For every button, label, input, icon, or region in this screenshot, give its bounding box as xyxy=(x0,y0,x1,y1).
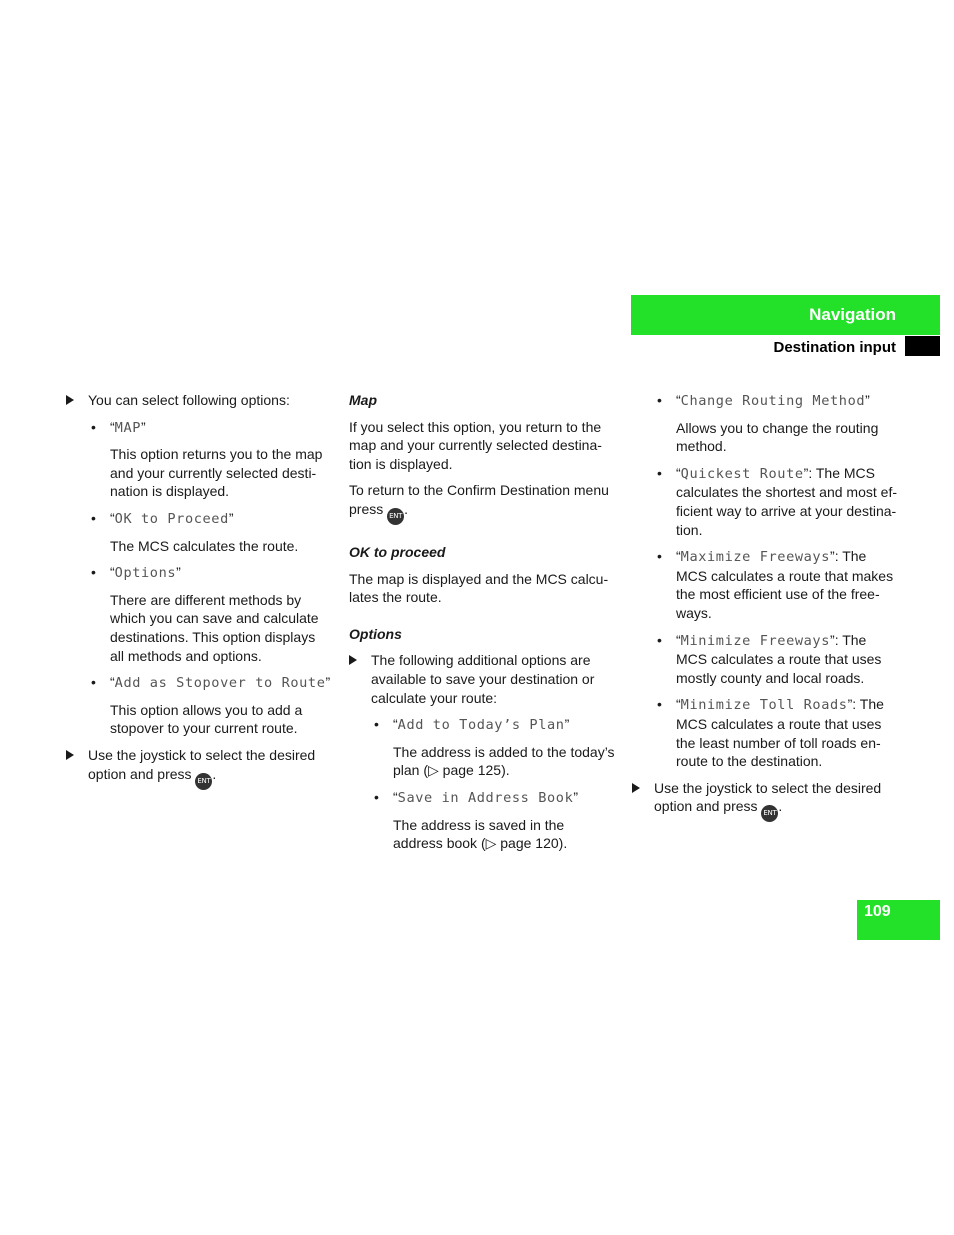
paragraph: The map is displayed and the MCS calcu-lates the route. xyxy=(349,570,609,606)
subheading-ok-to-proceed: OK to proceed xyxy=(349,543,446,560)
bullet-dot: • xyxy=(657,696,662,713)
option-item: • “Minimize Freeways”: The MCS calculates a route that uses mostly county and local roads. xyxy=(657,631,882,686)
option-description: The address is saved in the address book (▷ page 120). xyxy=(393,816,568,852)
column-2 xyxy=(349,391,615,861)
page-number-box xyxy=(857,900,940,940)
option-description: : The MCS calculates a route that uses the least number of toll roads en-route to the destination. xyxy=(676,696,884,770)
bullet-dot: • xyxy=(657,392,662,408)
option-code: Add as Stopover to Route xyxy=(114,675,326,692)
option-code: Maximize Freeways xyxy=(680,549,831,566)
bullet-dot: • xyxy=(657,464,662,481)
instruction-step xyxy=(66,391,332,410)
option-description: The address is added to the today’s plan (▷ page 125). xyxy=(393,743,615,779)
subsection-marker-block xyxy=(905,336,940,356)
option-description: There are different methods by which you can save and calculate destinations. This option displays all methods and options. xyxy=(110,591,319,664)
bullet-dot: • xyxy=(657,631,662,648)
bullet-dot: • xyxy=(91,509,96,526)
option-description: Allows you to change the routing method. xyxy=(676,419,879,455)
option-code: Add to Today’s Plan xyxy=(397,717,565,734)
option-code: OK to Proceed xyxy=(114,510,229,527)
bullet-dot: • xyxy=(91,564,96,581)
bullet-dot: • xyxy=(657,548,662,565)
column-1 xyxy=(66,391,332,798)
subheading-options: Options xyxy=(349,625,402,642)
bullet-dot: • xyxy=(91,418,96,435)
option-item: • “Add as Stopover to Route” xyxy=(91,674,331,692)
section-title: Navigation xyxy=(809,305,896,324)
option-item: • “MAP” xyxy=(91,418,146,436)
instruction-step: Use the joystick to select the desired option and press ENT . xyxy=(66,746,332,790)
step-text: The following additional options are available to save your destination or calculate your route: xyxy=(371,652,595,706)
option-code: Change Routing Method xyxy=(680,393,866,409)
option-code: Save in Address Book xyxy=(397,789,574,806)
triangle-right-icon xyxy=(66,395,74,405)
paragraph: If you select this option, you return to the map and your currently selected destina-tion is displayed. xyxy=(349,418,602,472)
option-code: Options xyxy=(114,565,177,582)
instruction-step xyxy=(349,651,615,707)
option-item: • “Options” xyxy=(91,564,181,582)
enter-key-icon: ENT xyxy=(761,805,778,822)
option-description: This option returns you to the map and your currently selected desti-nation is displayed. xyxy=(110,446,323,500)
option-code: Quickest Route xyxy=(680,465,804,482)
subheading-map: Map xyxy=(349,392,377,408)
bullet-dot: • xyxy=(374,788,379,805)
instruction-step: Use the joystick to select the desired option and press ENT . xyxy=(632,779,900,823)
section-header-bar xyxy=(631,295,940,335)
triangle-right-icon xyxy=(349,655,357,665)
step-text: Use the joystick to select the desired option and press xyxy=(654,779,882,815)
option-item: • “Change Routing Method” xyxy=(657,392,870,409)
option-item: • “Quickest Route”: The MCS calculates the shortest and most ef-ficient way to arrive at your destina-tion. xyxy=(657,464,897,538)
column-3 xyxy=(632,391,900,830)
option-item: • “Save in Address Book” xyxy=(374,788,579,806)
option-description: : The MCS calculates a route that uses mostly county and local roads. xyxy=(676,631,882,686)
option-description: This option allows you to add a stopover to your current route. xyxy=(110,701,303,737)
enter-key-icon: ENT xyxy=(387,508,404,525)
option-item: • “Minimize Toll Roads”: The MCS calculates a route that uses the least number of toll roads en-route to the destination. xyxy=(657,696,884,770)
enter-key-icon: ENT xyxy=(195,773,212,790)
subsection-title: Destination input xyxy=(773,339,896,356)
step-text: You can select following options: xyxy=(88,392,290,408)
option-item: • “OK to Proceed” xyxy=(91,509,234,527)
option-item: • “Maximize Freeways”: The MCS calculates a route that makes the most efficient use of the free-ways. xyxy=(657,548,894,621)
option-code: MAP xyxy=(114,419,142,436)
paragraph: To return to the Confirm Destination menu press ENT . xyxy=(349,481,615,525)
option-item: • “Add to Today’s Plan” xyxy=(374,716,570,734)
triangle-right-icon xyxy=(632,783,640,793)
step-text: Use the joystick to select the desired option and press xyxy=(88,746,316,782)
option-description: : The MCS calculates the shortest and most ef-ficient way to arrive at your destina-tion. xyxy=(676,464,897,538)
option-code: Minimize Toll Roads xyxy=(680,697,848,714)
option-description: The MCS calculates the route. xyxy=(110,537,299,554)
bullet-dot: • xyxy=(374,716,379,733)
option-code: Minimize Freeways xyxy=(680,632,831,649)
triangle-right-icon xyxy=(66,750,74,760)
bullet-dot: • xyxy=(91,674,96,691)
page-number: 109 xyxy=(864,903,891,920)
option-description: : The MCS calculates a route that makes the most efficient use of the free-ways. xyxy=(676,548,894,621)
